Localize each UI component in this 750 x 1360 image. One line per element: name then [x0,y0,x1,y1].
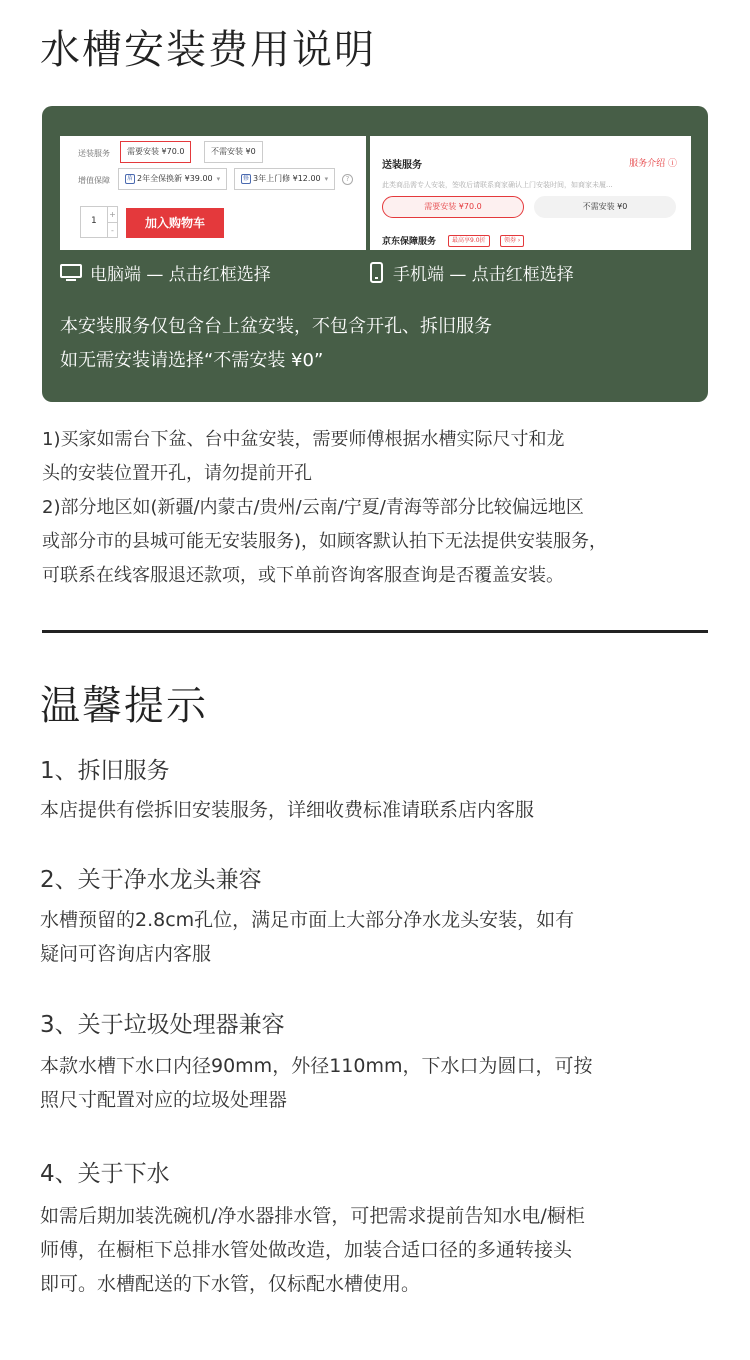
install-paragraph-line: 1)买家如需台下盆、台中盆安装，需要师傅根据水槽实际尺寸和龙 [42,429,565,450]
pc-addon-option-1[interactable]: 盾 2年全保换新 ¥39.00 ▾ [118,168,227,190]
tip-body-line: 水槽预留的2.8cm孔位，满足市面上大部分净水龙头安装，如有 [40,909,575,931]
add-to-cart-button[interactable]: 加入购物车 [126,208,224,238]
tip-body-line: 如需后期加装洗碗机/净水器排水管，可把需求提前告知水电/橱柜 [40,1205,585,1227]
quantity-value: 1 [91,216,97,226]
repair-icon: 修 [242,174,249,182]
phone-icon [370,262,383,283]
mobile-need-install-option[interactable]: 需要安装 ¥70.0 [382,196,524,218]
coupon-tag[interactable]: 领券 › [500,235,524,247]
pc-service-label: 送装服务 [78,149,110,158]
service-intro-link[interactable]: 服务介绍 ⓘ [629,159,677,169]
install-paragraph-line: 或部分市的县城可能无安装服务)，如顾客默认拍下无法提供安装服务， [42,531,608,552]
plus-icon[interactable]: + [107,207,117,222]
tip-body-line: 照尺寸配置对应的垃圾处理器 [40,1089,288,1111]
mobile-mode-label: 手机端 — 点击红框选择 [370,260,574,285]
section-divider [42,630,708,633]
quantity-stepper[interactable] [80,206,118,238]
help-icon[interactable]: ? [342,174,353,185]
chevron-down-icon: ▾ [324,175,329,183]
discount-tag: 最高享9.0折 [448,235,490,247]
mobile-service-desc: 此类商品需专人安装，签收后请联系商家确认上门安装时间，如商家未履... [382,181,613,189]
pc-need-install-option[interactable]: 需要安装 ¥70.0 [120,141,191,163]
tip-heading: 1、拆旧服务 [40,758,170,784]
install-guide-panel [42,106,708,402]
tip-body-line: 疑问可咨询店内客服 [40,943,212,965]
tip-heading: 3、关于垃圾处理器兼容 [40,1012,285,1038]
pc-no-install-option[interactable]: 不需安装 ¥0 [204,141,263,163]
mobile-no-install-option[interactable]: 不需安装 ¥0 [534,196,676,218]
tip-body-line: 本款水槽下水口内径90mm，外径110mm，下水口为圆口，可按 [40,1055,593,1077]
pc-addon-label: 增值保障 [78,176,110,185]
install-paragraph-line: 头的安装位置开孔，请勿提前开孔 [42,463,312,484]
install-paragraph-line: 可联系在线客服退还款项，或下单前咨询客服查询是否覆盖安装。 [42,565,564,586]
tip-body-line: 即可。水槽配送的下水管，仅标配水槽使用。 [40,1273,421,1295]
install-paragraph-line: 2)部分地区如(新疆/内蒙古/贵州/云南/宁夏/青海等部分比较偏远地区 [42,497,584,518]
tip-body-line: 本店提供有偿拆旧安装服务，详细收费标准请联系店内客服 [40,799,535,821]
monitor-icon [60,264,82,282]
install-fee-title: 水槽安装费用说明 [40,27,376,73]
no-install-note: 如无需安装请选择“不需安装 ¥0” [60,350,324,371]
pc-mode-label: 电脑端 — 点击红框选择 [60,260,271,285]
tips-title: 温馨提示 [40,683,208,729]
mobile-service-title: 送装服务 [382,160,422,171]
install-scope-note: 本安装服务仅包含台上盆安装，不包含开孔、拆旧服务 [60,316,492,337]
shield-icon: 盾 [126,174,133,182]
tip-heading: 2、关于净水龙头兼容 [40,867,262,893]
mobile-screenshot [370,136,691,250]
chevron-down-icon: ▾ [216,175,221,183]
mobile-guarantee-label: 京东保障服务 [382,237,437,247]
pc-screenshot [60,136,366,250]
tip-heading: 4、关于下水 [40,1161,170,1187]
pc-addon-option-2[interactable]: 修 3年上门修 ¥12.00 ▾ [234,168,335,190]
tip-body-line: 师傅，在橱柜下总排水管处做改造，加装合适口径的多通转接头 [40,1239,573,1261]
minus-icon[interactable]: - [107,222,117,237]
